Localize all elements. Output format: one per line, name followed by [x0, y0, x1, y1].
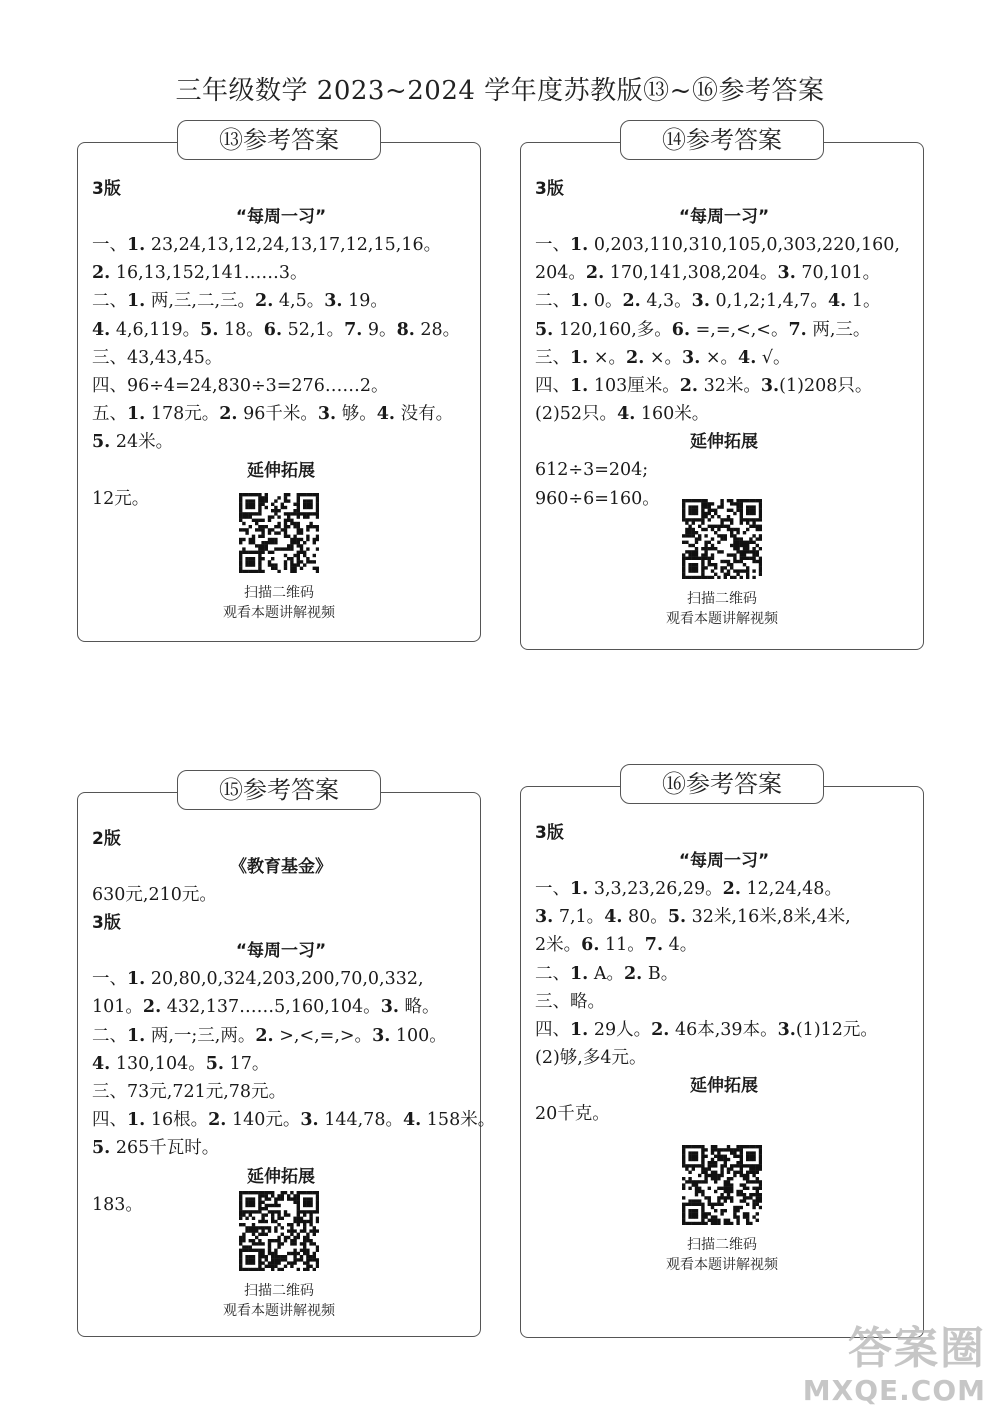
question-number: 6.	[581, 935, 600, 956]
answer-line: 5. 265千瓦时。	[92, 1138, 220, 1159]
question-number: 2.	[255, 1025, 274, 1046]
question-number: 1.	[570, 376, 589, 397]
qr-caption-video: 观看本题讲解视频	[223, 605, 335, 621]
answer-line: 三、73元,721元,78元。	[92, 1082, 287, 1103]
card-tab-13: ⑬参考答案	[177, 120, 381, 160]
question-number: 5.	[535, 319, 554, 340]
question-number: 6.	[263, 319, 283, 340]
qr-caption-scan: 扫描二维码	[244, 585, 314, 601]
question-number: 2.	[623, 963, 643, 984]
question-number: 4.	[402, 1110, 422, 1131]
answer-card-14	[520, 142, 924, 650]
question-number: 1.	[127, 969, 146, 990]
qr-block	[78, 493, 480, 623]
answer-line: 960÷6=160。	[535, 488, 660, 509]
answer-line: 二、1. A。2. B。	[535, 963, 679, 984]
card-body	[92, 825, 496, 1219]
question-number: 5.	[92, 1138, 111, 1159]
qr-code-icon[interactable]	[682, 499, 762, 579]
question-number: 2.	[622, 291, 641, 312]
answer-line: 12元。	[92, 488, 150, 509]
qr-block	[521, 499, 923, 629]
section-heading: “每周一习”	[678, 207, 770, 227]
question-number: 3.	[682, 347, 701, 368]
answer-line: 四、96÷4=24,830÷3=276……2。	[92, 376, 389, 397]
answer-line: 四、1. 29人。2. 46本,39本。3.(1)12元。	[535, 1020, 878, 1041]
section-heading: 延伸拓展	[690, 432, 758, 453]
answer-line: 2. 16,13,152,141……3。	[92, 263, 308, 284]
edition-label: 2版	[92, 829, 121, 849]
qr-code-icon[interactable]	[239, 493, 319, 573]
qr-block	[78, 1191, 480, 1321]
answer-line: 二、1. 两,三,二,三。2. 4,5。3. 19。	[92, 291, 388, 312]
qr-caption-video: 观看本题讲解视频	[223, 1303, 335, 1319]
watermark-url: MXQE.COM	[802, 1374, 986, 1407]
answer-line: 2米。6. 11。7. 4。	[535, 935, 698, 956]
card-tab-16: ⑯参考答案	[620, 764, 824, 804]
question-number: 4.	[617, 404, 636, 425]
answer-line: 4. 130,104。5. 17。	[92, 1053, 270, 1074]
question-number: 7.	[344, 319, 363, 340]
card-body	[535, 819, 913, 1129]
question-number: 4.	[604, 907, 623, 928]
answer-line: 二、1. 两,一;三,两。2. >,<,=,>。3. 100。	[92, 1025, 447, 1046]
question-number: 5.	[205, 1053, 224, 1074]
question-number: 4.	[376, 404, 396, 425]
answer-line: 5. 120,160,多。6. =,=,<,<。7. 两,三。	[535, 319, 871, 340]
qr-code-icon[interactable]	[682, 1145, 762, 1225]
answer-line: 四、1. 103厘米。2. 32米。3.(1)208只。	[535, 376, 873, 397]
answer-line: 一、1. 23,24,13,12,24,13,17,12,15,16。	[92, 235, 442, 255]
question-number: 1.	[570, 1020, 589, 1041]
edition-label: 3版	[92, 179, 121, 199]
qr-caption-video: 观看本题讲解视频	[666, 611, 778, 627]
answer-line: 4. 4,6,119。5. 18。6. 52,1。7. 9。8. 28。	[92, 319, 461, 340]
answer-line: 101。2. 432,137……5,160,104。3. 略。	[92, 997, 440, 1018]
answer-card-15	[77, 792, 496, 1337]
question-number: 7.	[644, 935, 664, 956]
question-number: 2.	[585, 263, 605, 284]
section-heading: 《教育基金》	[230, 857, 332, 877]
answer-line: 204。2. 170,141,308,204。3. 70,101。	[535, 263, 881, 284]
question-number: 5.	[200, 319, 219, 340]
watermark	[803, 1312, 986, 1406]
question-number: 2.	[208, 1110, 227, 1131]
question-number: 2.	[679, 376, 699, 397]
edition-label: 3版	[535, 823, 564, 843]
answer-line: 612÷3=204;	[535, 460, 649, 481]
question-number: 1.	[127, 291, 146, 312]
section-heading: “每周一习”	[678, 851, 770, 871]
question-number: 1.	[127, 1025, 146, 1046]
answer-line: (2)够,多4元。	[535, 1048, 647, 1069]
answer-line: 一、1. 3,3,23,26,29。2. 12,24,48。	[535, 879, 842, 899]
answer-line: (2)52只。4. 160米。	[535, 404, 710, 425]
answer-line: 二、1. 0。2. 4,3。3. 0,1,2;1,4,7。4. 1。	[535, 291, 881, 312]
question-number: 1.	[127, 235, 146, 255]
section-heading: 延伸拓展	[247, 460, 315, 481]
question-number: 2.	[255, 291, 274, 312]
qr-caption-scan: 扫描二维码	[244, 1283, 314, 1299]
question-number: 2.	[626, 347, 645, 368]
question-number: 1.	[570, 963, 589, 984]
question-number: 1.	[570, 879, 589, 899]
question-number: 3.	[372, 1025, 391, 1046]
qr-caption-scan: 扫描二维码	[687, 591, 757, 607]
question-number: 2.	[219, 404, 238, 425]
card-body	[535, 175, 913, 513]
card-tab-15: ⑮参考答案	[177, 770, 381, 810]
question-number: 1.	[570, 235, 589, 255]
answer-line: 四、1. 16根。2. 140元。3. 144,78。4. 158米。	[92, 1110, 496, 1131]
question-number: 3.	[777, 263, 796, 284]
question-number: 1.	[570, 347, 589, 368]
question-number: 3.	[760, 376, 780, 397]
question-number: 4.	[738, 347, 757, 368]
question-number: 5.	[92, 432, 111, 453]
question-number: 5.	[667, 907, 687, 928]
question-number: 2.	[142, 997, 162, 1018]
question-number: 4.	[92, 319, 111, 340]
question-number: 1.	[127, 404, 146, 425]
question-number: 4.	[92, 1053, 111, 1074]
answer-card-13	[77, 142, 481, 642]
question-number: 3.	[535, 907, 554, 928]
question-number: 3.	[691, 291, 710, 312]
section-heading: 延伸拓展	[690, 1076, 758, 1097]
answer-line: 五、1. 178元。2. 96千米。3. 够。4. 没有。	[92, 404, 454, 425]
question-number: 4.	[827, 291, 847, 312]
question-number: 2.	[651, 1020, 670, 1041]
answer-line: 一、1. 20,80,0,324,203,200,70,0,332,	[92, 969, 424, 990]
question-number: 6.	[671, 319, 691, 340]
edition-label: 3版	[535, 179, 564, 199]
qr-caption-scan: 扫描二维码	[687, 1237, 757, 1253]
section-heading: “每周一习”	[235, 207, 327, 227]
answer-line: 183。	[92, 1194, 143, 1215]
question-number: 1.	[127, 1110, 146, 1131]
question-number: 8.	[396, 319, 415, 340]
question-number: 2.	[722, 879, 741, 899]
answer-line: 630元,210元。	[92, 885, 217, 905]
question-number: 3.	[777, 1020, 796, 1041]
answer-card-16	[520, 786, 924, 1338]
card-body	[92, 175, 470, 513]
question-number: 2.	[92, 263, 111, 284]
edition-label: 3版	[92, 913, 121, 934]
question-number: 3.	[317, 404, 337, 425]
question-number: 7.	[788, 319, 807, 340]
answer-line: 5. 24米。	[92, 432, 174, 453]
qr-block	[521, 1145, 923, 1275]
answer-line: 20千克。	[535, 1104, 610, 1125]
answer-line: 一、1. 0,203,110,310,105,0,303,220,160,	[535, 235, 900, 255]
card-tab-14: ⑭参考答案	[620, 120, 824, 160]
question-number: 3.	[380, 997, 399, 1018]
question-number: 3.	[324, 291, 343, 312]
section-heading: 延伸拓展	[247, 1166, 315, 1187]
question-number: 3.	[300, 1110, 319, 1131]
watermark-logo-text: 答案圈	[848, 1323, 986, 1374]
answer-line: 3. 7,1。4. 80。5. 32米,16米,8米,4米,	[535, 907, 851, 928]
answer-line: 三、1. ×。2. ×。3. ×。4. √。	[535, 347, 791, 368]
question-number: 1.	[570, 291, 589, 312]
answer-line: 三、43,43,45。	[92, 347, 223, 368]
answer-line: 三、略。	[535, 991, 605, 1012]
qr-code-icon[interactable]	[239, 1191, 319, 1271]
page-title: 三年级数学 2023~2024 学年度苏教版⑬~⑯参考答案	[175, 76, 825, 106]
qr-caption-video: 观看本题讲解视频	[666, 1257, 778, 1273]
section-heading: “每周一习”	[235, 941, 327, 962]
